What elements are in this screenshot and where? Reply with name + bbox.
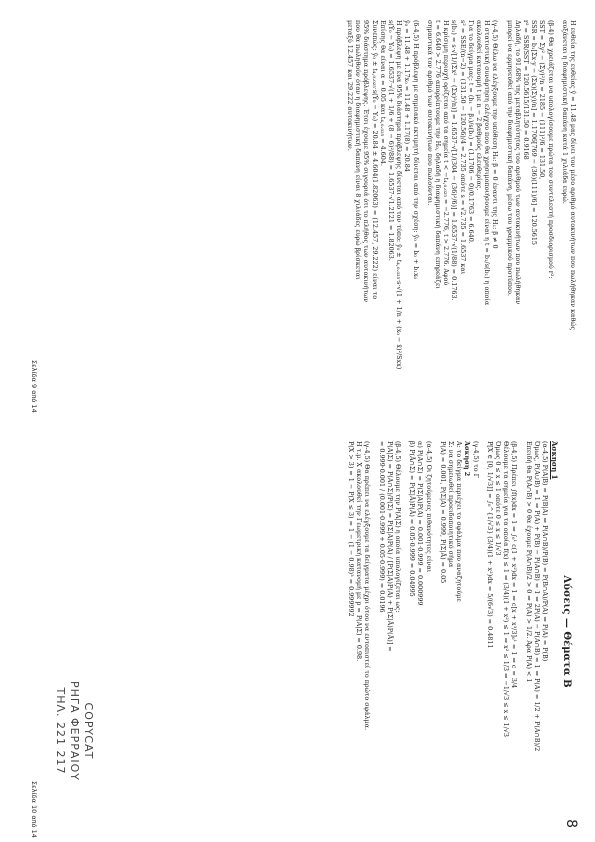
text-line: P(A) = 0.001, P(Σ|A) = 0.999, P(Σ|Ā) = 0.05 — [438, 441, 447, 584]
text-line: μεταξύ 12.457 και 29.222 αυτοκινήτων. — [345, 20, 354, 151]
text-line: Επίσης θα είναι α = 0.05 και t₄,₀.₀₂₅ = 4.604. — [378, 20, 387, 166]
text-line: Η πρόβλεψη με ένα 95% διάστημα πρόβλεψης δίνεται από τον τύπο: ŷ₀ ± t₄,₀.₀₂₅·s·√(1 + 1/n + (x₀ − x̄)²/Sxx) — [395, 20, 404, 370]
page-number: 8 — [563, 819, 579, 828]
right-page-body — [347, 441, 549, 822]
text-line: P[X ∈ [0, 1/√3]] = ∫₀^{1/√3} (3/4)(1 + x²)dx = 5/(6√3) = 0.4811 — [485, 441, 494, 649]
text-line: t = 6.640 > 2.776 απορρίπτουμε την H₀, δηλαδή η διαφημιστική δαπάνη επηρεάζει — [433, 20, 442, 289]
text-line: αυξάνεται η διαφημιστική δαπάνη κατά 1 χιλιάδα ευρώ. — [560, 20, 569, 204]
right-page — [0, 421, 595, 842]
text-line: Η ευθεία της ευθείας ŷ = 11.48 μας δίνει τον μέσο αριθμό αυτοκινήτων που πωλήθηκαν καθώς — [569, 20, 577, 331]
text-line: Για το δείγμα μας: t = (b₁ − β₁)/s(b₁) = (1.1706 − 0)/0.1763 = 6.640. — [466, 20, 475, 244]
text-line: Η τ.μ. Χ ακολουθεί την Γεωμετρική κατανομή με p = P(A|Σ) = 0.98. — [355, 441, 364, 662]
text-line: s(b₁) = s·√[1/(Σx² − (Σx)²/n)] = 1.6537·√[1/(304 − (36)²/6)] = 1.6537·√(1/88) = 0.1763. — [450, 20, 459, 301]
solutions-title: Λύσεις — Θέματα Β — [561, 575, 572, 688]
text-line: (β-4,5) Πρέπει ∫f(x)dx = 1 ⇒ ∫₀¹ c(1 + x²)dx = 1 ⇒ c[x + x³/3]₀¹ = 1 ⇒ c = 3/4 — [510, 441, 519, 689]
text-line: (γ-4,5) το Γ — [471, 441, 480, 479]
text-line: Α: το δείγμα περιέχει το σφάλμα που αναζητούμε — [455, 441, 464, 602]
stamp-line: COPYCAT — [82, 702, 95, 760]
text-line: (β-4) Θα χρειάζεται να υπολογίσουμε πρώτα τον συντελεστή προσδιορισμού r²: — [546, 20, 555, 279]
text-line: (β-4,5) Θέλουμε την P(A|Σ) η οποία υπολογίζεται ως: — [393, 441, 402, 613]
text-line: (γ-4,5) Θέλω να ελέγξουμε την υπόθεση H₀: β = 0 έναντι της H₁: β ≠ 0 — [491, 20, 500, 249]
stamp-line: ΡΗΓΑ ΦΕΡΡΑΙΟΥ — [68, 680, 81, 782]
text-line: β) P(Ā∩Σ) = P(Σ|Ā)P(Ā) = 0.05·0.999 = 0.04995 — [408, 441, 417, 597]
text-line: ακολουθεί κατανομή t με n − 2 βαθμούς ελευθερίας. — [474, 20, 483, 191]
text-line: Δηλαδή, το 91.68% της μεταβλητότητας του αριθμού των αυτοκινήτων που πωλήθηκαν — [513, 20, 522, 305]
right-page-footer: Σελίδα 10 από 14 — [30, 781, 38, 838]
copycat-stamp — [53, 631, 95, 831]
text-line: Θέλουμε τα σημεία για τα οποία f(x) ≤ 1 ⇒ (3/4)(1 + x²) ≤ 1 ⇒ x² ≤ 1/3 ⇒ −1/√3 ≤ x ≤ 1/√3 — [502, 441, 511, 737]
stamp-line: ΤΗΛ. 221 217 — [54, 687, 67, 775]
text-line: s² = SSE/(n−2) = (131.50 − 120.56)/4 = 2.735 οπότε s = √2.735 = 1.6537 και — [458, 20, 467, 275]
text-line: Άσκηση 2 — [463, 441, 472, 477]
text-line: = 0.999·0.001 / (0.001·0.999 + 0.05·0.999) = 0.0196 — [377, 441, 386, 613]
exercise-1-heading: Άσκηση 1 — [550, 441, 559, 480]
text-line: 95% διάστημα πρόβλεψης. Έτσι έχουμε 95% σιγουριά ότι το πλήθος των αυτοκινήτων — [362, 20, 371, 303]
text-line: P(A|Σ) = P(A∩Σ)/P(Σ) = P(Σ|A)P(A) / [P(Σ|A)P(A) + P(Σ|Ā)P(Ā)] = — [385, 441, 394, 652]
text-line: Επειδή θα P(A∩B) > 0 θα έχουμε P(A∩B)/2 > 0 ⇒ P(A) > 1/2. Άρα P(A) < 1 — [524, 441, 533, 683]
text-line: (δ-4,5) Η πρόβλεψη με σημειακό εκτιμητή δίνεται από την σχέση: ŷ₀ = b₀ + b₁x₀ — [411, 20, 420, 280]
text-line: Όμως 0 ≤ x ≤ 1 οπότε 0 ≤ x ≤ 1/√3 — [493, 441, 502, 556]
text-line: SST = Σy² − (Σy)²/n = 2185 − (111)²/6 = 131.50, — [538, 20, 547, 180]
text-line: σημαντικά τον αριθμό των αυτοκινήτων που πωλούνται. — [425, 20, 434, 206]
text-line: Όμως, P(A∪B) = 1 ⇒ P(A) + P(B) − P(A∩B) = 1 ⇒ 2P(A) − P(A∩B) = 1 ⇒ P(A) = 1/2 + P(A∩B)/2 — [532, 441, 541, 752]
text-line: μπορεί να ερμηνευθεί από την διαφημιστική δαπάνη, μέσω του γραμμικού προτύπου. — [505, 20, 514, 296]
text-line: r² = SSR/SST = 120.5615/131.50 = 0.9168 — [521, 20, 530, 160]
text-line: ŷ₀ = 11.48 + 1.17x₀ = 11.48 + 1.17(8) = 20.84 — [403, 20, 412, 172]
text-line: (γ-4,5) Θα πρέπει να ελέγξουμε τα δείγματα μέχρι ότου να εντοπιστεί το πρώτο σφάλμα. — [363, 441, 372, 730]
text-line: που θα πωληθούν όταν η διαφημιστική δαπάνη είναι 8 χιλιάδες ευρώ βρίσκεται — [354, 20, 363, 280]
text-line: s(Ŷ₀ − Y₀) = 1.6537·√(1 + 1/6 + (8 − 6)²/88) = 1.6537·√1.2121 = 1.82063. — [386, 20, 395, 261]
text-line: Η στατιστική συνάρτηση ελέγχου που θα χρησιμοποιήσουμε είναι η t = b₁/s(b₁) η οποία — [483, 20, 492, 306]
text-line: P(X > 3) = 1 − P(X ≤ 3) = 1 − (1 − 0.98)³ = 0.999992 — [346, 441, 355, 617]
text-line: SSR = b₁[Σx·y − (Σx)(Σy)/n] = 1.1706[769 − (36)(111)/6] = 120.5615 — [530, 20, 539, 245]
left-page-footer: Σελίδα 9 από 14 — [30, 360, 38, 413]
text-line: Συνεπώς: ŷ₀ ± t₄,₀.₀₂₅·s(Ŷ₀ − Y₀) = 20.84 ± 4.604(1.82063) = (12.457, 29.222) είναι το — [370, 20, 379, 300]
text-line: Η κρίσιμη περιοχή ορίζεται από τα σημεία t < −t₄,₀.₀₂₅ = −2.776, t > 2.776. Αφού — [442, 20, 451, 286]
text-line: Σ: να σημειωθεί προειδοποιητικό σήμα — [446, 441, 455, 568]
text-line: (α-4,5) Οι ζητούμενες πιθανότητες είναι — [424, 441, 433, 573]
text-line: α) P(A∩Σ) = P(Σ|A)P(A) = 0.001·0.999 = 0.000999 — [416, 441, 425, 606]
left-page-body — [346, 20, 577, 401]
text-line: (α-4,5) P(A|B) = P(B|A) ⇒ P(A∩B)/P(B) = P(B∩A)/P(A) ⇒ P(A) = P(B) — [541, 441, 549, 662]
